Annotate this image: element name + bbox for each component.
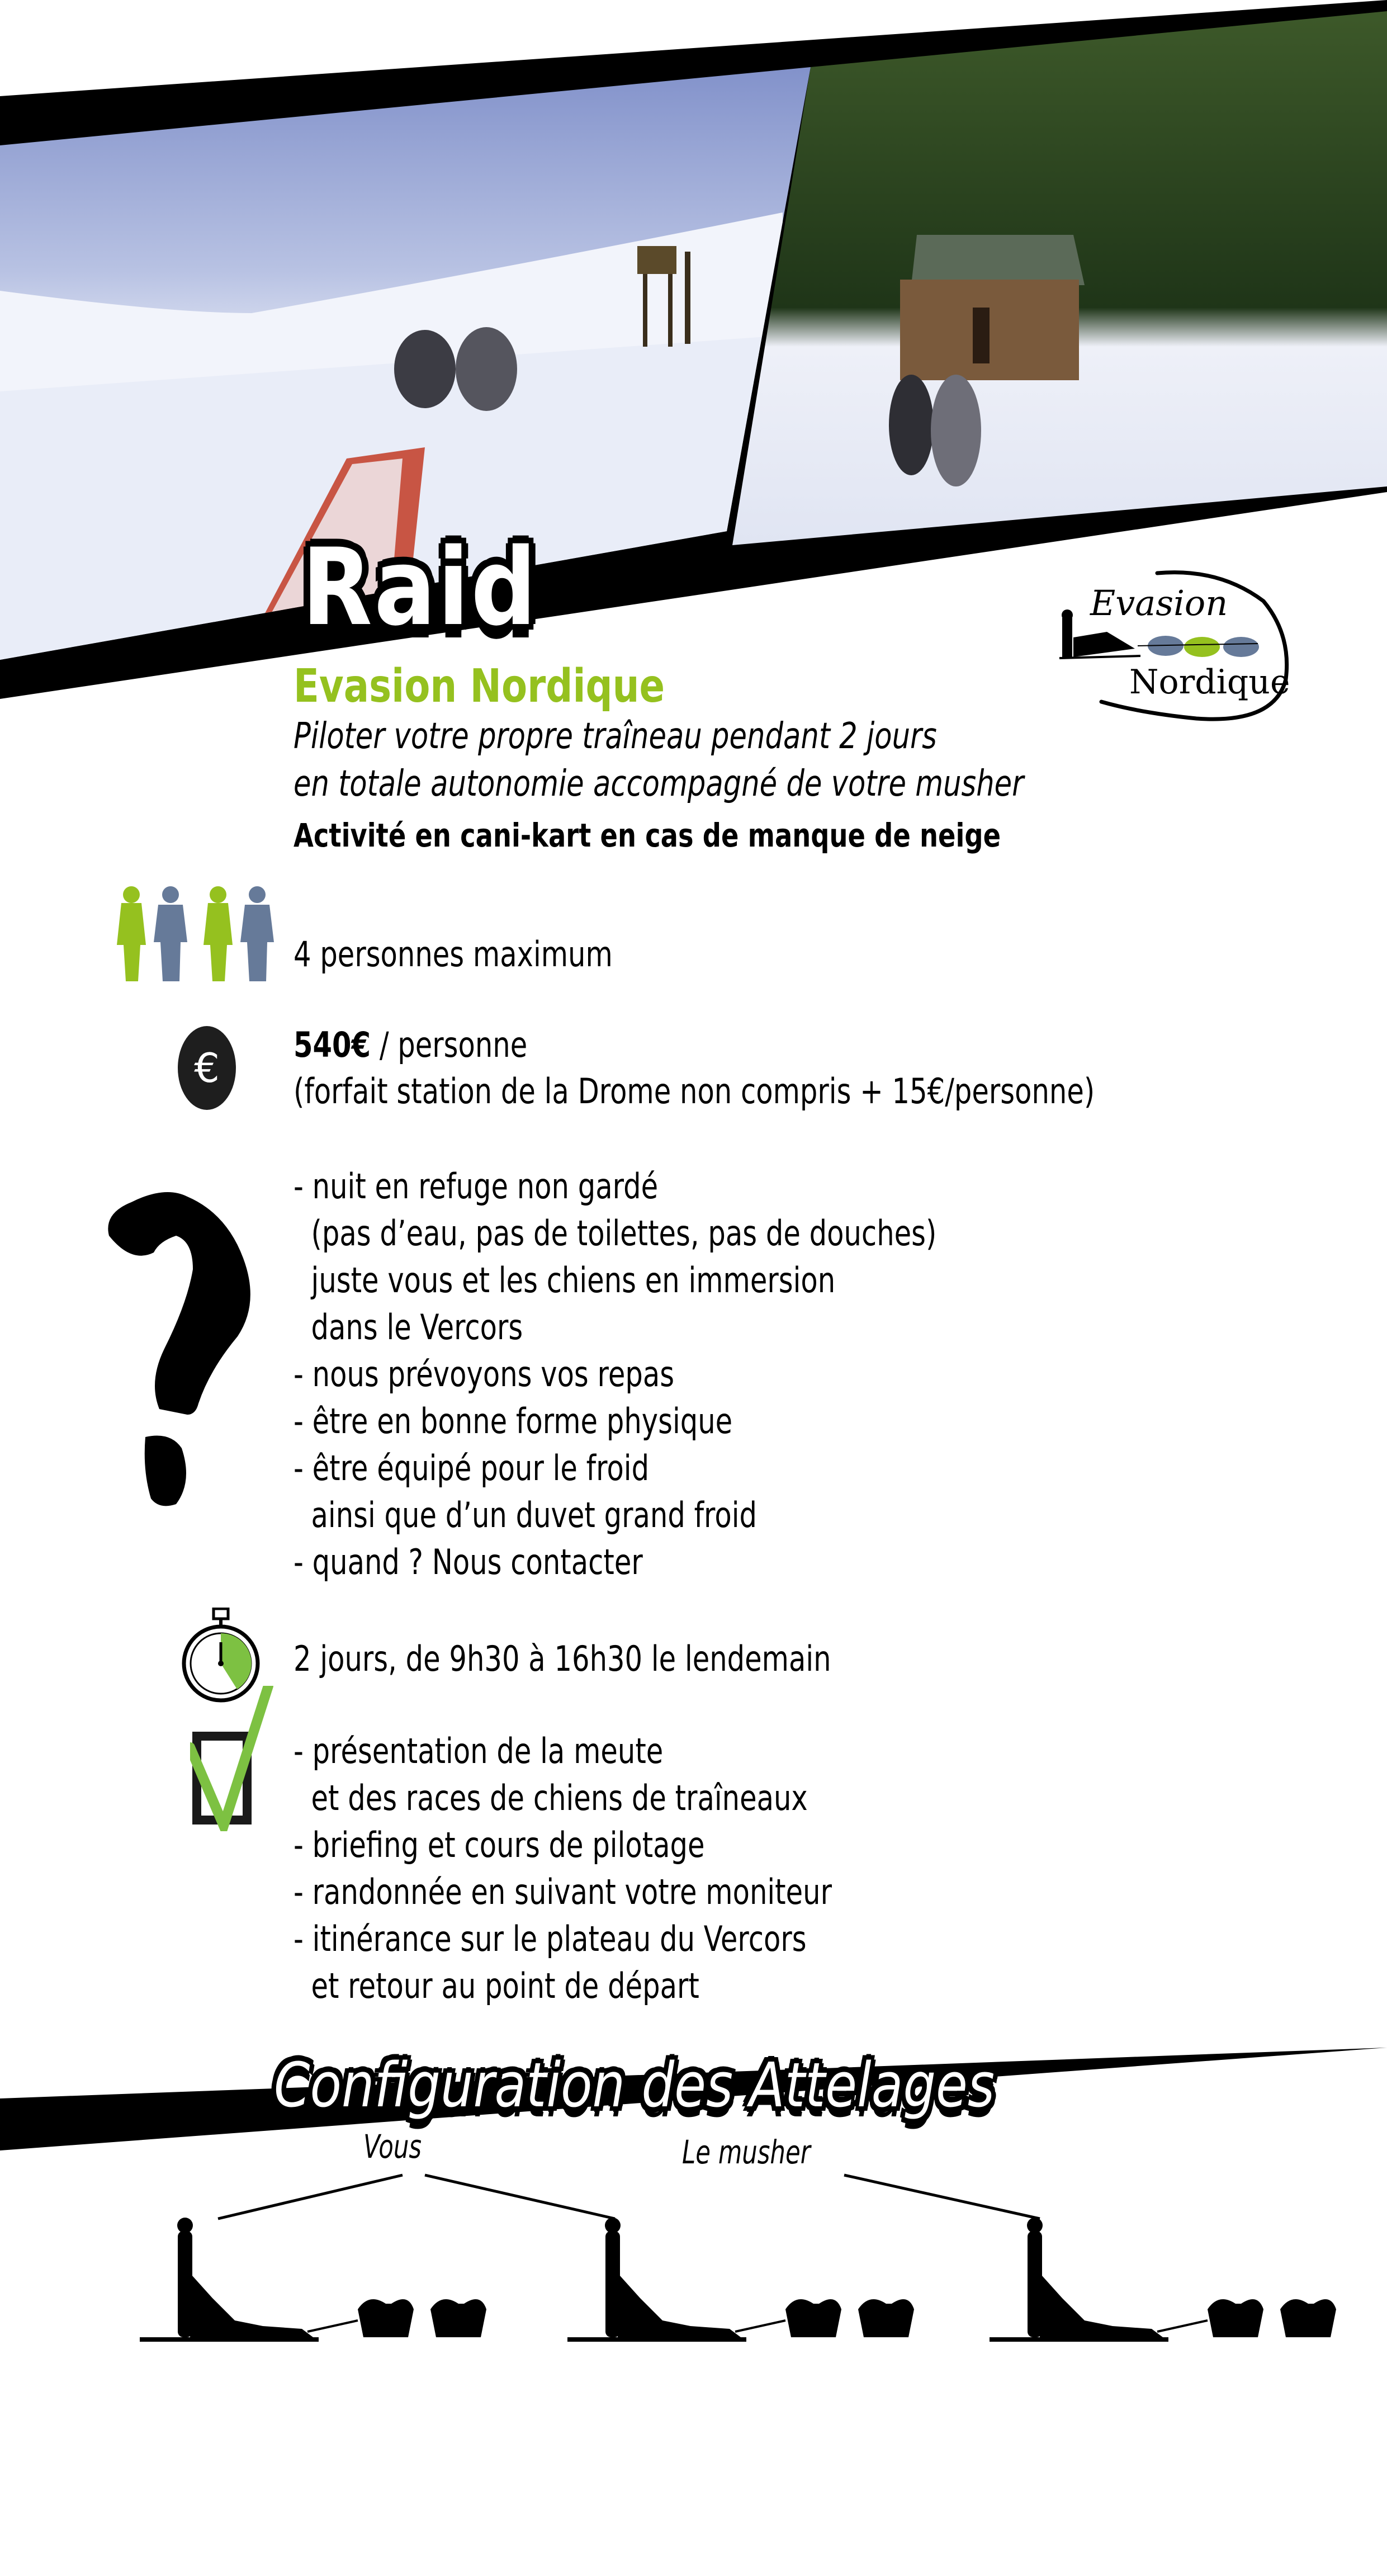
sled-dogs-icon [1138, 636, 1259, 657]
snow-fallback-note: Activité en cani-kart en cas de manque de neige [294, 816, 1001, 854]
capacity-text: 4 personnes maximum [294, 934, 613, 975]
label-musher: Le musher [682, 2133, 811, 2171]
question-mark-icon [98, 1169, 288, 1515]
condition-line: - nuit en refuge non gardé [294, 1166, 659, 1207]
page-title: Raid [302, 526, 538, 649]
brand-logo [1029, 551, 1297, 735]
label-you: Vous [363, 2128, 422, 2166]
logo-text-nordique: Nordique [1129, 663, 1290, 702]
price-amount: 540€ [294, 1024, 371, 1065]
program-line: - randonnée en suivant votre moniteur [294, 1871, 832, 1912]
condition-line: - être équipé pour le froid [294, 1448, 650, 1488]
logo-text-evasion: Evasion [1090, 583, 1228, 623]
program-line: et retour au point de départ [294, 1965, 699, 2006]
description-line-1: Piloter votre propre traîneau pendant 2 jours [294, 716, 937, 757]
subtitle: Evasion Nordique [294, 660, 665, 713]
svg-text:€: € [194, 1044, 220, 1091]
duration-text: 2 jours, de 9h30 à 16h30 le lendemain [294, 1638, 831, 1679]
dog-sled-team-icon [140, 2218, 486, 2342]
checkbox-icon [190, 1686, 274, 1831]
condition-line: juste vous et les chiens en immersion [294, 1260, 836, 1301]
program-list [294, 1728, 967, 2010]
program-line: et des races de chiens de traîneaux [294, 1778, 808, 1818]
price-unit: / personne [371, 1024, 528, 1065]
program-line: - briefing et cours de pilotage [294, 1825, 705, 1865]
condition-line: (pas d’eau, pas de toilettes, pas de douches) [294, 1213, 937, 1254]
condition-line: - nous prévoyons vos repas [294, 1354, 675, 1395]
conditions-list [294, 1163, 1097, 1586]
condition-line: dans le Vercors [294, 1307, 523, 1348]
program-line: - présentation de la meute [294, 1731, 664, 1771]
euro-icon [176, 1023, 238, 1113]
condition-line: - être en bonne forme physique [294, 1401, 733, 1441]
photo-right [727, 0, 1387, 559]
team-diagram [0, 2169, 1387, 2371]
program-line: - itinérance sur le plateau du Vercors [294, 1918, 807, 1959]
condition-line: ainsi que d’un duvet grand froid [294, 1495, 757, 1535]
price-line [294, 1024, 527, 1065]
price-note: (forfait station de la Drome non compris + 15€/personne) [294, 1071, 1095, 1112]
description-line-2: en totale autonomie accompagné de votre musher [294, 763, 1024, 805]
people-icon [109, 883, 288, 984]
condition-line: - quand ? Nous contacter [294, 1542, 643, 1582]
section-title: Configuration des Attelages [274, 2049, 995, 2121]
